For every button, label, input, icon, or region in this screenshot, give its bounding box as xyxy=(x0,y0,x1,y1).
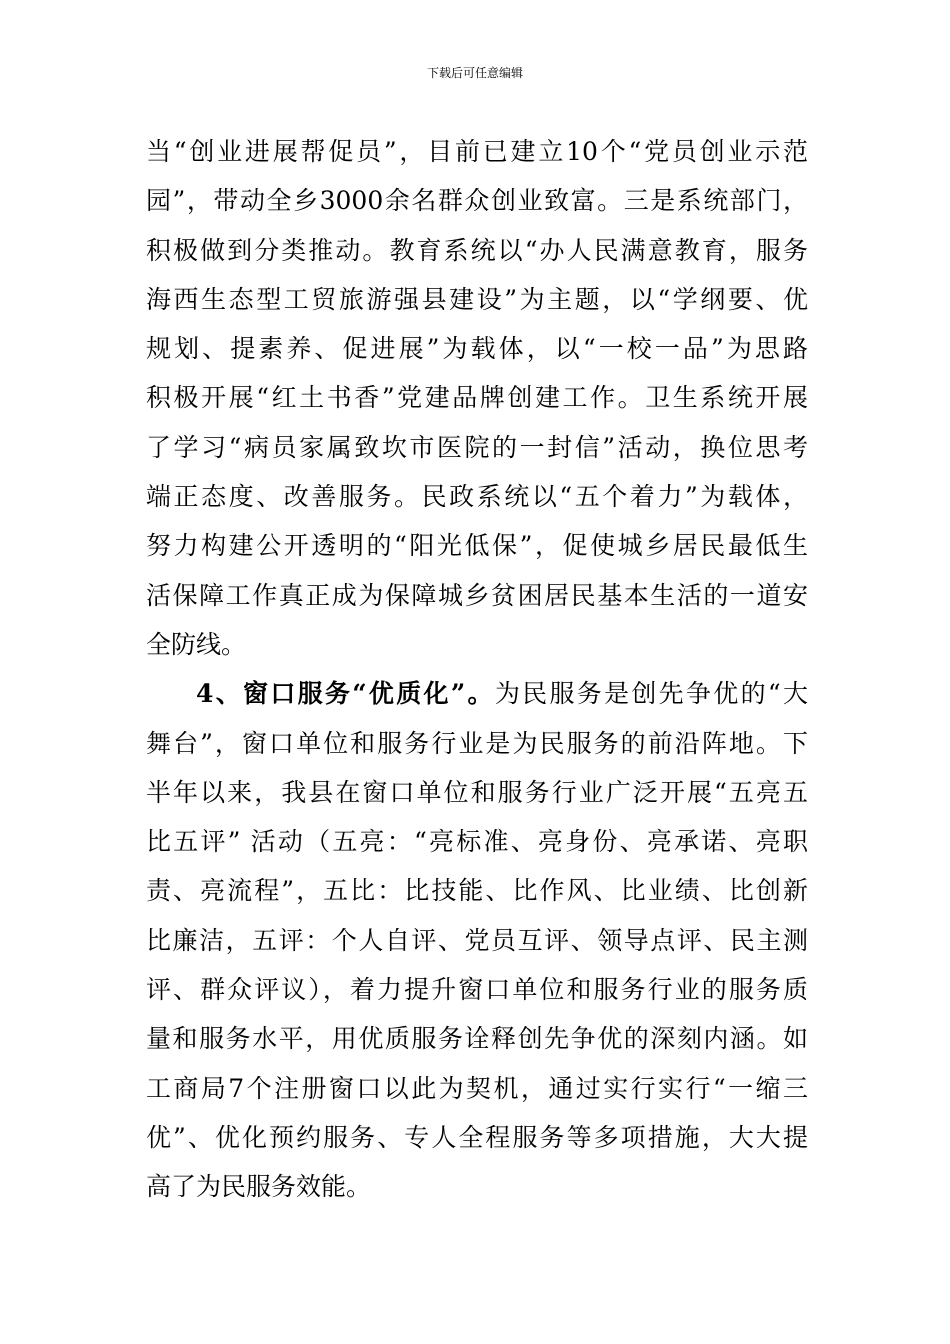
text-line: 规划、提素养、促进展”为载体，以“一校一品”为思路 xyxy=(146,334,808,364)
text-line: 了学习“病员家属致坎市医院的一封信”活动，换位思考 xyxy=(146,432,808,462)
text-line: 积极做到分类推动。教育系统以“办人民满意教育，服务 xyxy=(146,235,808,265)
text-line: 园”，带动全乡3000余名群众创业致富。三是系统部门， xyxy=(146,186,808,216)
text-line: 端正态度、改善服务。民政系统以“五个着力”为载体， xyxy=(146,482,808,512)
section-heading: 4、窗口服务“优质化”。 xyxy=(196,679,495,709)
text-line: 舞台”，窗口单位和服务行业是为民服务的前沿阵地。下 xyxy=(146,728,808,758)
paragraph-1 xyxy=(146,127,808,669)
page-header: 下载后可任意编辑 xyxy=(426,66,523,80)
text-line: 比五评” 活动（五亮：“亮标准、亮身份、亮承诺、亮职 xyxy=(146,827,808,857)
paragraph-2 xyxy=(146,669,808,1211)
text-line: 比廉洁，五评：个人自评、党员互评、领导点评、民主测 xyxy=(146,925,808,955)
document-body xyxy=(146,127,808,1212)
text-line: 努力构建公开透明的“阳光低保”，促使城乡居民最低生 xyxy=(146,531,808,561)
text-line: 工商局7个注册窗口以此为契机，通过实行实行“一缩三 xyxy=(146,1073,808,1103)
text-line: 当“创业进展帮促员”，目前已建立10个“党员创业示范 xyxy=(146,137,808,166)
text-line: 海西生态型工贸旅游强县建设”为主题，以“学纲要、优 xyxy=(146,284,808,314)
text-line: 评、群众评议），着力提升窗口单位和服务行业的服务质 xyxy=(146,975,808,1005)
text-line: 积极开展“红土书香”党建品牌创建工作。卫生系统开展 xyxy=(146,383,808,413)
text-line: 半年以来，我县在窗口单位和服务行业广泛开展“五亮五 xyxy=(146,777,808,807)
text-line-first xyxy=(146,669,808,718)
text-span: 为民服务是创先争优的“大 xyxy=(494,679,808,709)
text-line: 全防线。 xyxy=(146,629,247,659)
text-line: 量和服务水平，用优质服务诠释创先争优的深刻内涵。如 xyxy=(146,1024,808,1054)
text-line: 责、亮流程”，五比：比技能、比作风、比业绩、比创新 xyxy=(146,876,808,906)
text-line: 优”、优化预约服务、专人全程服务等多项措施，大大提 xyxy=(146,1122,808,1152)
text-line: 高了为民服务效能。 xyxy=(146,1172,372,1202)
text-line: 活保障工作真正成为保障城乡贫困居民基本生活的一道安 xyxy=(146,580,808,610)
